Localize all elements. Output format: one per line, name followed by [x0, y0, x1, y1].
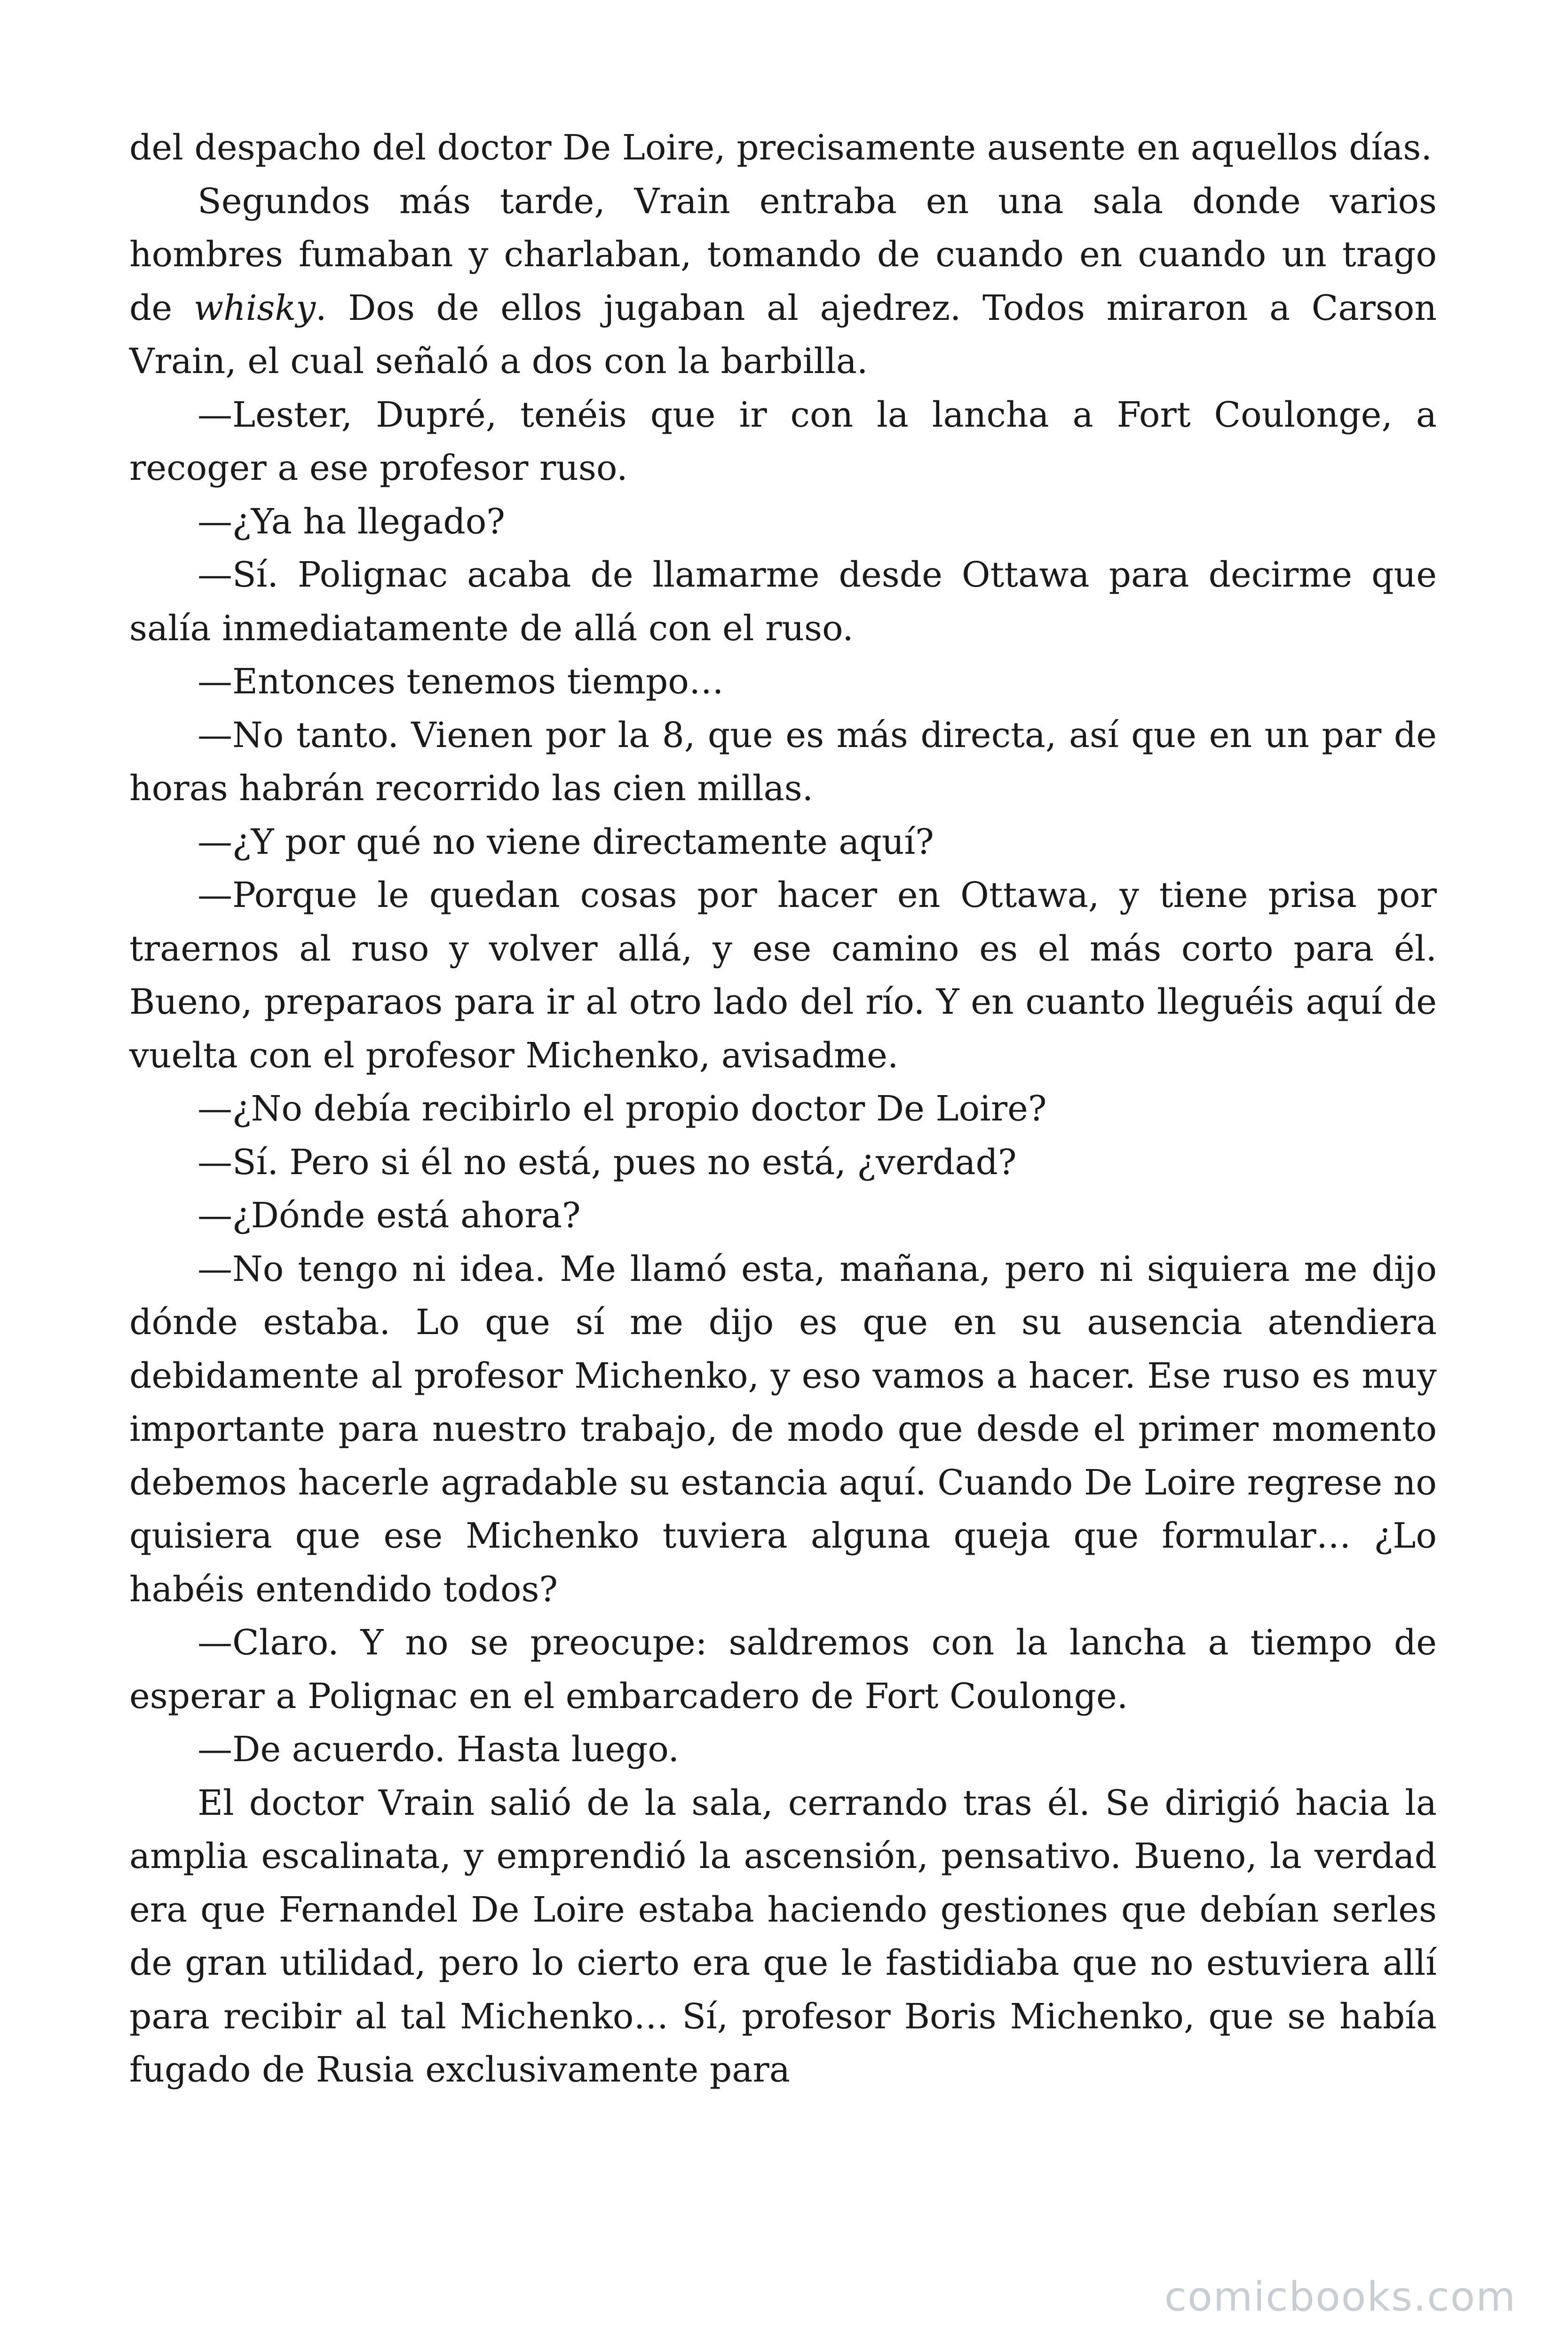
- page-body-text: [129, 121, 1437, 2097]
- dialogue-line: —¿Ya ha llegado?: [198, 501, 505, 542]
- dialogue-line: —No tengo ni idea. Me llamó esta, mañana, pero ni siquiera me dijo dónde estaba. Lo que sí me dijo es que en su ausencia atendiera debidamente al profesor Michenko, y eso vamos a hacer. Ese ruso es muy importante para nuestro trabajo, de modo que desde el primer momento debemos hacerle agradable su estancia aquí. Cuando De Loire regrese no quisiera que ese Michenko tuviera alguna queja que formular… ¿Lo habéis entendido todos?: [129, 1248, 1437, 1610]
- paragraph-text: Segundos más tarde, Vrain entraba en una sala donde varios hombres fumaban y charlaban, tomando de cuando en cuando un trago de: [129, 181, 1437, 328]
- paragraph: [129, 175, 1437, 389]
- dialogue-line: —¿Y por qué no viene directamente aquí?: [198, 821, 934, 862]
- dialogue-line: —Sí. Pero si él no está, pues no está, ¿verdad?: [198, 1142, 1017, 1183]
- dialogue-line: —Entonces tenemos tiempo…: [198, 661, 724, 702]
- dialogue-line: —Claro. Y no se preocupe: saldremos con la lancha a tiempo de esperar a Polignac en el embarcadero de Fort Coulonge.: [129, 1622, 1437, 1716]
- paragraph-text: . Dos de ellos jugaban al ajedrez. Todos miraron a Carson Vrain, el cual señaló a dos con la barbilla.: [129, 287, 1437, 381]
- paragraph: del despacho del doctor De Loire, precisamente ausente en aquellos días.: [129, 127, 1432, 168]
- dialogue-line: —Sí. Polignac acaba de llamarme desde Ottawa para decirme que salía inmediatamente de allá con el ruso.: [129, 555, 1437, 649]
- dialogue-line: —De acuerdo. Hasta luego.: [198, 1729, 679, 1770]
- dialogue-line: —Lester, Dupré, tenéis que ir con la lancha a Fort Coulonge, a recoger a ese profesor ruso.: [129, 394, 1437, 488]
- paragraph: El doctor Vrain salió de la sala, cerrando tras él. Se dirigió hacia la amplia escalinata, y emprendió la ascensión, pensativo. Bueno, la verdad era que Fernandel De Loire estaba haciendo gestiones que debían serles de gran utilidad, pero lo cierto era que le fastidiaba que no estuviera allí para recibir al tal Michenko… Sí, profesor Boris Michenko, que se había fugado de Rusia exclusivamente para: [129, 1782, 1437, 2090]
- watermark: comicbooks.com: [1164, 2273, 1516, 2320]
- dialogue-line: —No tanto. Vienen por la 8, que es más directa, así que en un par de horas habrán recorrido las cien millas.: [129, 715, 1437, 809]
- dialogue-line: —Porque le quedan cosas por hacer en Ottawa, y tiene prisa por traernos al ruso y volver allá, y ese camino es el más corto para él. Bueno, preparaos para ir al otro lado del río. Y en cuanto lleguéis aquí de vuelta con el profesor Michenko, avisadme.: [129, 875, 1437, 1076]
- italic-word: whisky: [193, 287, 316, 328]
- dialogue-line: —¿No debía recibirlo el propio doctor De Loire?: [198, 1089, 1047, 1129]
- dialogue-line: —¿Dónde está ahora?: [198, 1195, 581, 1236]
